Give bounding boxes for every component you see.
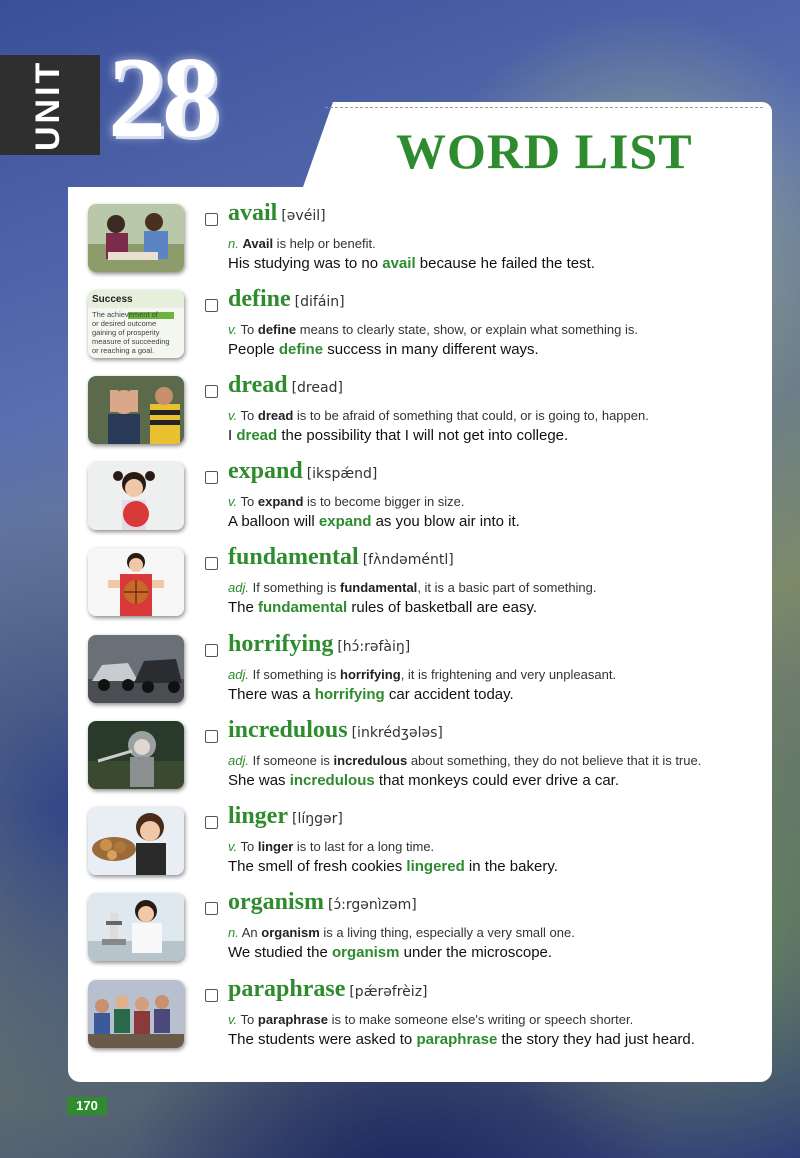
- word-illustration-image: [88, 376, 184, 444]
- definition-keyword: horrifying: [340, 667, 401, 682]
- part-of-speech: adj.: [228, 753, 249, 768]
- definition: [228, 839, 434, 854]
- word-illustration-image: [88, 980, 184, 1048]
- example-pre: A balloon will: [228, 513, 319, 530]
- example-post: success in many different ways.: [323, 341, 539, 358]
- define-thumb-line: measure of succeeding: [92, 337, 170, 346]
- definition-pre: To: [237, 1012, 258, 1027]
- part-of-speech: adj.: [228, 667, 249, 682]
- example-sentence: [228, 255, 595, 272]
- word-entry-horrifying: [88, 631, 778, 719]
- word-entry-expand: [88, 458, 778, 546]
- definition: [228, 667, 616, 682]
- headword-line: [228, 372, 343, 399]
- word-illustration-image: [88, 548, 184, 616]
- part-of-speech: n.: [228, 925, 239, 940]
- pronunciation: [líŋgər]: [292, 811, 343, 827]
- unit-label: UNIT: [29, 59, 67, 151]
- word-entry-dread: [88, 372, 778, 460]
- definition-post: means to clearly state, show, or explain what something is.: [296, 322, 638, 337]
- example-post: the story they had just heard.: [497, 1031, 695, 1048]
- definition: [228, 236, 376, 251]
- unit-number: 28: [108, 34, 216, 162]
- example-keyword: avail: [382, 255, 416, 272]
- part-of-speech: v.: [228, 322, 238, 337]
- example-post: under the microscope.: [399, 944, 553, 961]
- example-post: car accident today.: [384, 686, 514, 703]
- example-sentence: [228, 686, 514, 703]
- definition-post: , it is frightening and very unpleasant.: [400, 667, 617, 682]
- definition: [228, 494, 465, 509]
- word-checkbox[interactable]: [205, 471, 218, 484]
- headword-line: [228, 889, 417, 916]
- definition-pre: An: [238, 925, 262, 940]
- word-checkbox[interactable]: [205, 902, 218, 915]
- word-illustration-image: [88, 635, 184, 703]
- definition-keyword: expand: [257, 494, 304, 509]
- word-illustration-image: [88, 893, 184, 961]
- define-thumb-line: Success: [92, 294, 133, 305]
- pronunciation: [dread]: [291, 380, 343, 396]
- word-entry-paraphrase: [88, 976, 778, 1064]
- definition: [228, 322, 638, 337]
- headword: fundamental: [228, 544, 359, 570]
- definition: [228, 580, 597, 595]
- definition-keyword: paraphrase: [257, 1012, 328, 1027]
- example-post: the possibility that I will not get into college.: [277, 427, 569, 444]
- headword: incredulous: [228, 717, 348, 743]
- example-pre: The students were asked to: [228, 1031, 417, 1048]
- headword-line: [228, 286, 345, 313]
- definition-pre: To: [237, 322, 258, 337]
- word-checkbox[interactable]: [205, 299, 218, 312]
- word-entry-organism: [88, 889, 778, 977]
- example-pre: People: [228, 341, 279, 358]
- define-thumb-line: or reaching a goal.: [92, 346, 155, 355]
- definition-pre: If someone is: [248, 753, 334, 768]
- definition-keyword: linger: [257, 839, 294, 854]
- example-sentence: [228, 341, 539, 358]
- pronunciation: [hɔ́:rəfàiŋ]: [337, 639, 411, 655]
- word-checkbox[interactable]: [205, 816, 218, 829]
- pronunciation: [fʌ̀ndəméntl]: [362, 552, 454, 568]
- pronunciation: [əvéil]: [281, 208, 326, 224]
- headword-line: [228, 803, 343, 830]
- example-pre: The smell of fresh cookies: [228, 858, 407, 875]
- example-keyword: horrifying: [314, 686, 385, 703]
- example-pre: We studied the: [228, 944, 332, 961]
- page-title: WORD LIST: [396, 123, 693, 179]
- pronunciation: [inkrédʒələs]: [351, 725, 443, 741]
- word-entry-avail: [88, 200, 778, 288]
- definition-post: is to become bigger in size.: [303, 494, 465, 509]
- example-post: that monkeys could ever drive a car.: [374, 772, 620, 789]
- word-checkbox[interactable]: [205, 385, 218, 398]
- definition-post: is to be afraid of something that could, or is going to, happen.: [293, 408, 649, 423]
- headword: paraphrase: [228, 976, 346, 1002]
- word-entry-linger: [88, 803, 778, 891]
- definition-keyword: organism: [261, 925, 320, 940]
- definition-keyword: define: [257, 322, 297, 337]
- headword-line: [228, 631, 410, 658]
- definition: [228, 753, 701, 768]
- part-of-speech: v.: [228, 839, 238, 854]
- headword: expand: [228, 458, 303, 484]
- definition-pre: If something is: [248, 667, 341, 682]
- definition-keyword: dread: [257, 408, 294, 423]
- example-keyword: define: [278, 341, 324, 358]
- definition-keyword: Avail: [242, 236, 274, 251]
- headword: horrifying: [228, 631, 334, 657]
- definition-pre: If something is: [248, 580, 341, 595]
- pronunciation: [difáin]: [294, 294, 345, 310]
- definition: [228, 408, 649, 423]
- word-illustration-image: [88, 462, 184, 530]
- pronunciation: [pǽrəfrèiz]: [349, 984, 428, 1000]
- example-sentence: [228, 1031, 695, 1048]
- definition-post: is a living thing, especially a very small one.: [319, 925, 575, 940]
- part-of-speech: v.: [228, 408, 238, 423]
- word-illustration-image: [88, 721, 184, 789]
- example-pre: I: [228, 427, 237, 444]
- word-illustration-image: [88, 807, 184, 875]
- headword-line: [228, 717, 443, 744]
- word-checkbox[interactable]: [205, 730, 218, 743]
- definition: [228, 1012, 633, 1027]
- word-checkbox[interactable]: [205, 557, 218, 570]
- pronunciation: [ikspǽnd]: [306, 466, 378, 482]
- part-of-speech: adj.: [228, 580, 249, 595]
- headword: organism: [228, 889, 324, 915]
- headword-line: [228, 458, 377, 485]
- word-illustration-image: [88, 204, 184, 272]
- word-entry-incredulous: [88, 717, 778, 805]
- card-dashed-divider: [325, 107, 763, 108]
- define-thumb-line: or desired outcome: [92, 319, 157, 328]
- example-keyword: dread: [236, 427, 278, 444]
- headword-line: [228, 544, 454, 571]
- example-pre: His studying was to no: [228, 255, 383, 272]
- example-post: in the bakery.: [464, 858, 558, 875]
- word-checkbox[interactable]: [205, 989, 218, 1002]
- example-sentence: [228, 513, 520, 530]
- example-keyword: fundamental: [258, 599, 348, 616]
- definition-post: about something, they do not believe that it is true.: [407, 753, 702, 768]
- part-of-speech: v.: [228, 494, 238, 509]
- headword: avail: [228, 200, 278, 226]
- define-thumb-line: The achievement of: [92, 310, 158, 319]
- pronunciation: [ɔ́:rgənìzəm]: [328, 897, 417, 913]
- headword-line: [228, 200, 326, 227]
- example-keyword: expand: [318, 513, 372, 530]
- page-number: 170: [67, 1097, 107, 1115]
- headword: dread: [228, 372, 288, 398]
- part-of-speech: v.: [228, 1012, 238, 1027]
- example-sentence: [228, 599, 537, 616]
- example-sentence: [228, 427, 568, 444]
- word-entry-fundamental: [88, 544, 778, 632]
- definition-pre: To: [237, 839, 258, 854]
- example-post: as you blow air into it.: [371, 513, 520, 530]
- definition-post: , it is a basic part of something.: [417, 580, 597, 595]
- example-pre: There was a: [228, 686, 315, 703]
- headword: define: [228, 286, 291, 312]
- headword: linger: [228, 803, 288, 829]
- word-checkbox[interactable]: [205, 644, 218, 657]
- definition-post: is help or benefit.: [273, 236, 376, 251]
- definition-keyword: fundamental: [340, 580, 418, 595]
- word-illustration-image: [88, 290, 184, 358]
- headword-line: [228, 976, 428, 1003]
- definition-post: is to last for a long time.: [293, 839, 435, 854]
- example-post: rules of basketball are easy.: [347, 599, 538, 616]
- define-thumb-line: gaining of prosperity: [92, 328, 160, 337]
- definition-pre: To: [237, 494, 258, 509]
- definition: [228, 925, 575, 940]
- example-keyword: lingered: [406, 858, 465, 875]
- example-post: because he failed the test.: [415, 255, 595, 272]
- example-pre: She was: [228, 772, 290, 789]
- example-pre: The: [228, 599, 259, 616]
- example-sentence: [228, 944, 552, 961]
- example-keyword: incredulous: [289, 772, 375, 789]
- example-keyword: organism: [331, 944, 400, 961]
- definition-keyword: incredulous: [333, 753, 408, 768]
- definition-post: is to make someone else's writing or speech shorter.: [327, 1012, 634, 1027]
- part-of-speech: n.: [228, 236, 239, 251]
- word-entry-define: [88, 286, 778, 374]
- example-sentence: [228, 772, 619, 789]
- word-checkbox[interactable]: [205, 213, 218, 226]
- example-keyword: paraphrase: [416, 1031, 498, 1048]
- example-sentence: [228, 858, 558, 875]
- definition-pre: To: [237, 408, 258, 423]
